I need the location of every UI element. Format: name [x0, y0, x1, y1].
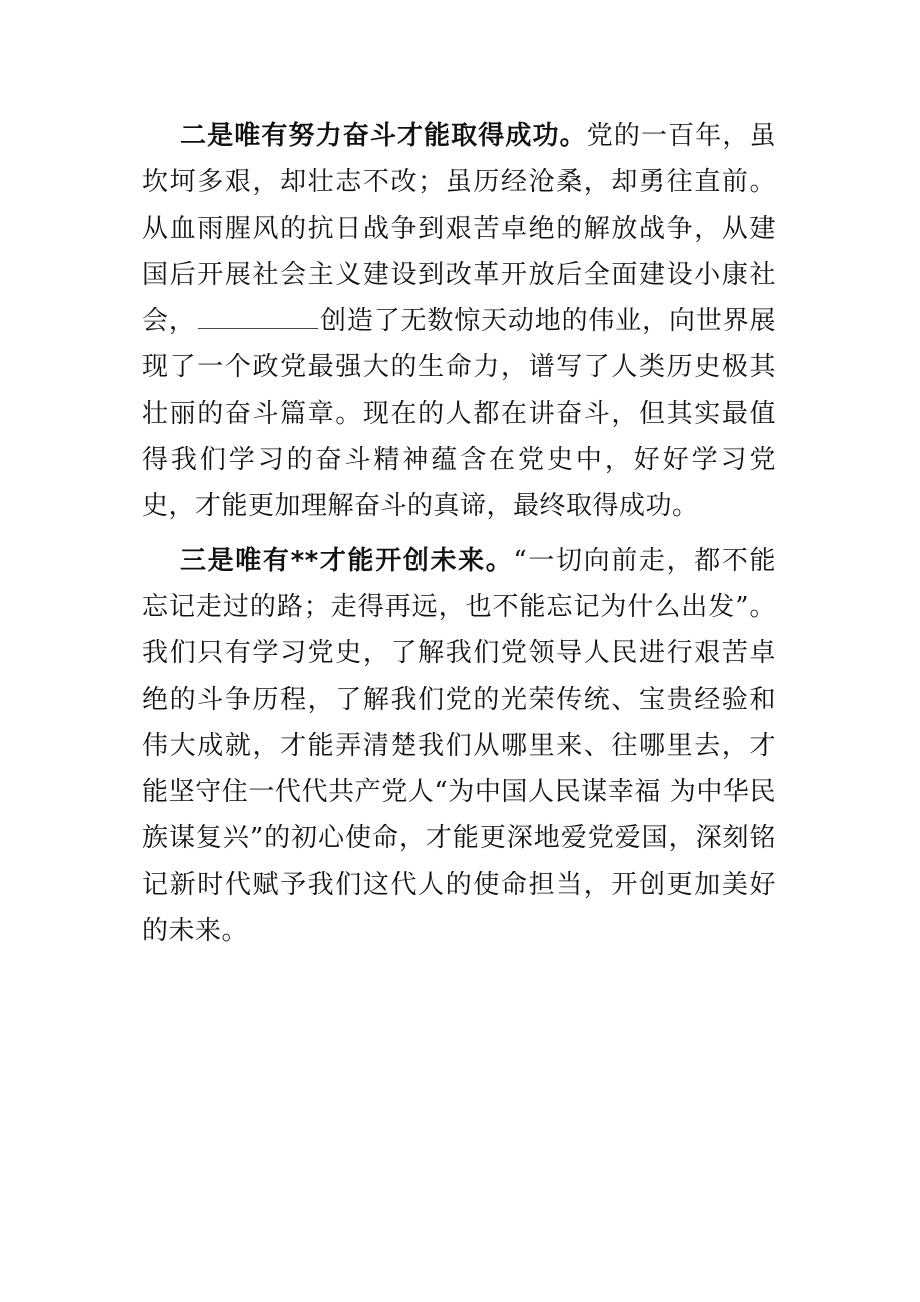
paragraph-3-text: “一切向前走，都不能忘记走过的路；走得再远，也不能忘记为什么出发”。我们只有学习党史，了解我们党领导人民进行艰苦卓绝的斗争历程，了解我们党的光荣传统、宝贵经验和伟大成就，才能弄清楚我们从哪里来、往哪里去，才能坚守住一代代共产党人“为中国人民谋幸福 为中华民族谋复兴”的初心使命，才能更深地爱党爱国，深刻铭记新时代赋予我们这代人的使命担当，开创更加美好的未来。 [142, 545, 776, 947]
paragraph-3-heading: 三是唯有**才能开创未来。 [180, 545, 514, 576]
document-body [142, 113, 776, 962]
paragraph-2-text-after-blank: 创造了无数惊天动地的伟业，向世界展现了一个政党最强大的生命力，谱写了人类历史极其壮丽的奋斗篇章。现在的人都在讲奋斗，但其实最值得我们学习的奋斗精神蕴含在党史中，好好学习党史，才能更加理解奋斗的真谛，最终取得成功。 [142, 306, 776, 522]
paragraph-3 [142, 538, 776, 955]
fill-in-blank [198, 306, 318, 329]
paragraph-2-heading: 二是唯有努力奋斗才能取得成功。 [180, 121, 587, 151]
paragraph-2 [142, 113, 776, 530]
paragraph-2-text-before-blank: 党的一百年，虽坎坷多艰，却壮志不改；虽历经沧桑，却勇往直前。从血雨腥风的抗日战争到艰苦卓绝的解放战争，从建国后开展社会主义建设到改革开放后全面建设小康社会， [142, 121, 776, 337]
